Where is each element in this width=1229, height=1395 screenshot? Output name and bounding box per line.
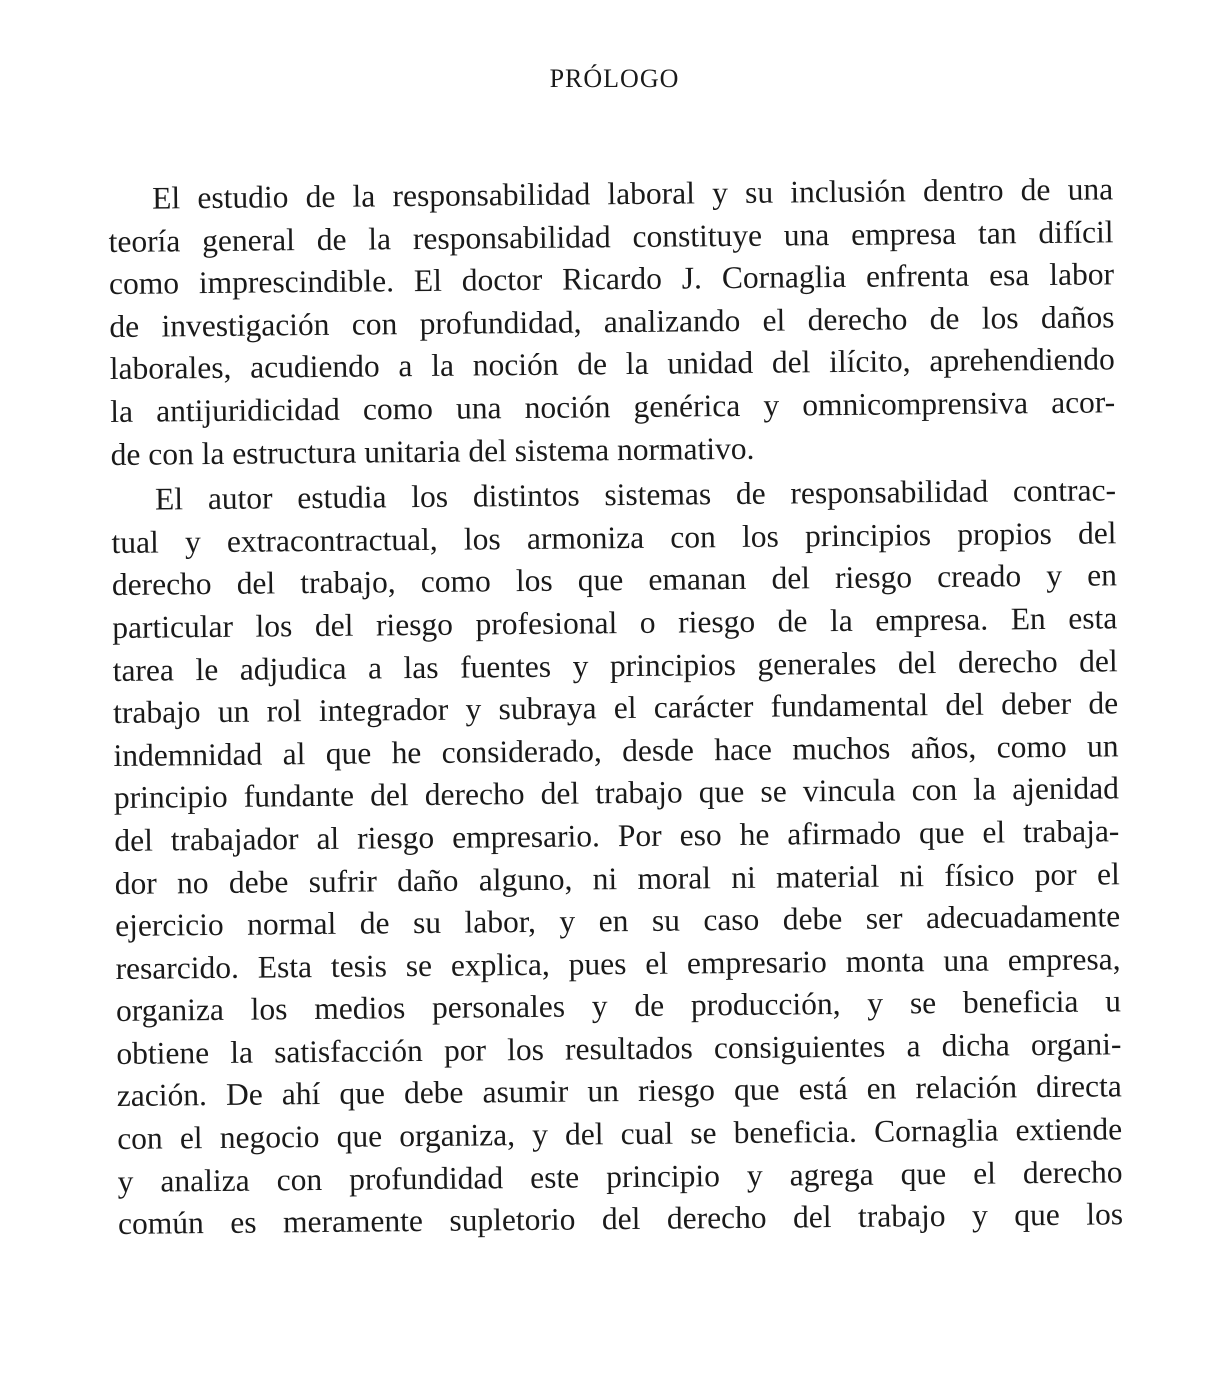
text-line: de investigación con profundidad, analizando el derecho de los daños bbox=[109, 299, 1115, 344]
text-line: con el negocio que organiza, y del cual se beneficia. Cornaglia extiende bbox=[117, 1111, 1123, 1157]
body-text bbox=[108, 168, 1123, 1245]
paragraph-1 bbox=[108, 168, 1116, 476]
text-line: ejercicio normal de su labor, y en su caso debe ser adecuadamente bbox=[115, 898, 1121, 944]
text-line: tual y extracontractual, los armoniza con los principios propios del bbox=[111, 515, 1117, 560]
text-line: del trabajador al riesgo empresario. Por eso he afirmado que el trabaja- bbox=[114, 813, 1120, 858]
text-line: zación. De ahí que debe asumir un riesgo que está en relación directa bbox=[116, 1068, 1122, 1114]
text-line: la antijuridicidad como una noción genérica y omnicomprensiva acor- bbox=[110, 384, 1116, 429]
text-line: como imprescindible. El doctor Ricardo J. Cornaglia enfrenta esa labor bbox=[108, 256, 1115, 302]
text-line: organiza los medios personales y de producción, y se beneficia u bbox=[115, 983, 1122, 1029]
text-line: común es meramente supletorio del derecho del trabajo y que los bbox=[117, 1196, 1124, 1242]
text-line: de con la estructura unitaria del sistema normativo. bbox=[110, 430, 755, 472]
text-line: resarcido. Esta tesis se explica, pues el empresario monta una empresa, bbox=[115, 941, 1121, 986]
text-line: derecho del trabajo, como los que emanan del riesgo creado y en bbox=[111, 557, 1118, 603]
text-line: teoría general de la responsabilidad constituye una empresa tan difícil bbox=[108, 213, 1114, 259]
page-heading: PRÓLOGO bbox=[549, 64, 680, 93]
text-line: principio fundante del derecho del trabajo que se vincula con la ajenidad bbox=[113, 770, 1120, 816]
text-line: indemnidad al que he considerado, desde hace muchos años, como un bbox=[113, 728, 1119, 773]
text-line: El autor estudia los distintos sistemas de responsabilidad contrac- bbox=[154, 472, 1117, 517]
text-line: dor no debe sufrir daño alguno, ni moral ni material ni físico por el bbox=[114, 855, 1120, 901]
paragraph-2 bbox=[111, 469, 1123, 1245]
text-line: trabajo un rol integrador y subraya el carácter fundamental del deber de bbox=[112, 685, 1119, 731]
text-line: y analiza con profundidad este principio y agrega que el derecho bbox=[117, 1153, 1123, 1199]
text-line: laborales, acudiendo a la noción de la unidad del ilícito, aprehendiendo bbox=[109, 341, 1115, 387]
text-line: tarea le adjudica a las fuentes y principios generales del derecho del bbox=[112, 642, 1118, 688]
text-line: particular los del riesgo profesional o riesgo de la empresa. En esta bbox=[112, 600, 1118, 645]
text-line: El estudio de la responsabilidad laboral y su inclusión dentro de una bbox=[152, 171, 1114, 216]
text-line: obtiene la satisfacción por los resultados consiguientes a dicha organi- bbox=[116, 1026, 1122, 1071]
